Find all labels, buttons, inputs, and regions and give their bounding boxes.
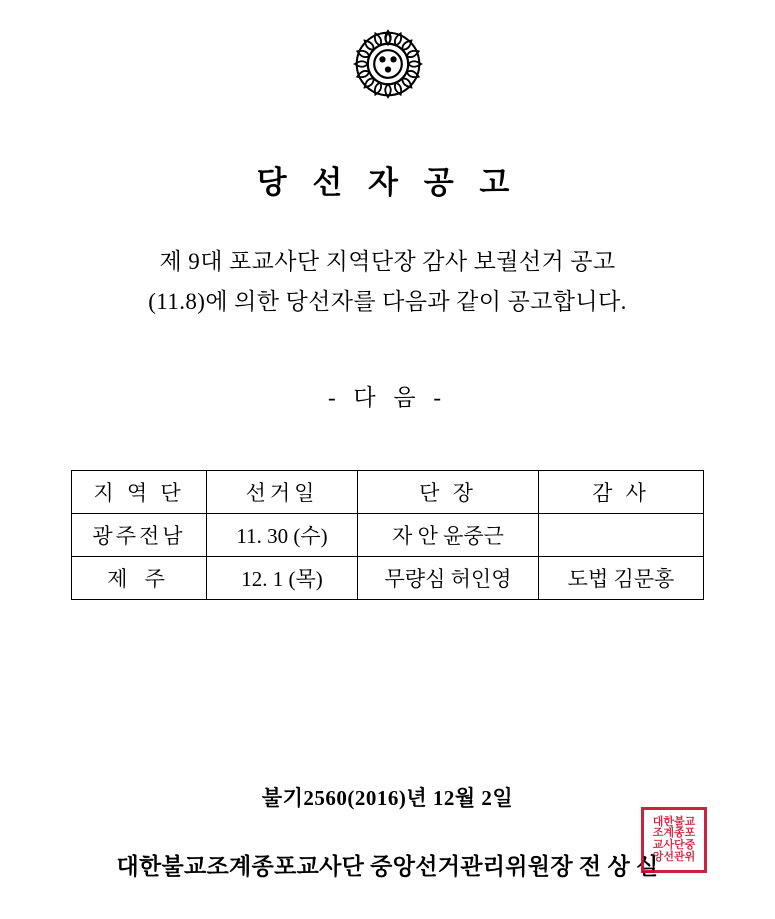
cell-region: 광주전남 xyxy=(72,513,207,556)
cell-date: 12. 1 (목) xyxy=(207,556,358,599)
results-table xyxy=(71,470,704,600)
table-row xyxy=(72,513,704,556)
cell-date: 11. 30 (수) xyxy=(207,513,358,556)
cell-auditor xyxy=(539,513,704,556)
footer-date: 불기2560(2016)년 12월 2일 xyxy=(261,786,514,810)
official-seal-stamp xyxy=(641,807,707,873)
announcement-body xyxy=(88,242,688,323)
footer-signature: 대한불교조계종포교사단 중앙선거관리위원장 전 상 실 xyxy=(116,854,659,879)
cell-region: 제 주 xyxy=(72,556,207,599)
column-header-date: 선거일 xyxy=(207,470,358,513)
table-row xyxy=(72,556,704,599)
next-section-marker: - 다 음 - xyxy=(327,384,447,410)
cell-auditor: 도법 김문홍 xyxy=(539,556,704,599)
seal-line-4: 앙선관위 xyxy=(652,850,696,863)
seal-line-2: 조계종포 xyxy=(652,827,696,840)
table-header xyxy=(72,470,704,513)
table-body xyxy=(72,513,704,599)
emblem-container xyxy=(0,0,775,115)
column-header-auditor: 감 사 xyxy=(539,470,704,513)
results-table-container xyxy=(0,470,775,600)
announcement-body-line-2: (11.8)에 의한 당선자를 다음과 같이 공고합니다. xyxy=(148,289,627,315)
column-header-chief: 단 장 xyxy=(358,470,539,513)
seal-line-3: 교사단중 xyxy=(652,839,696,851)
cell-chief: 자 안 윤중근 xyxy=(358,513,539,556)
lotus-flower-emblem-icon xyxy=(342,18,434,110)
announcement-body-line-1: 제 9대 포교사단 지역단장 감사 보궐선거 공고 xyxy=(159,249,616,274)
page-title: 당 선 자 공 고 xyxy=(256,165,519,200)
cell-chief: 무량심 허인영 xyxy=(358,556,539,599)
seal-line-1: 대한불교 xyxy=(652,815,696,828)
table-header-row xyxy=(72,470,704,513)
column-header-region: 지 역 단 xyxy=(72,470,207,513)
